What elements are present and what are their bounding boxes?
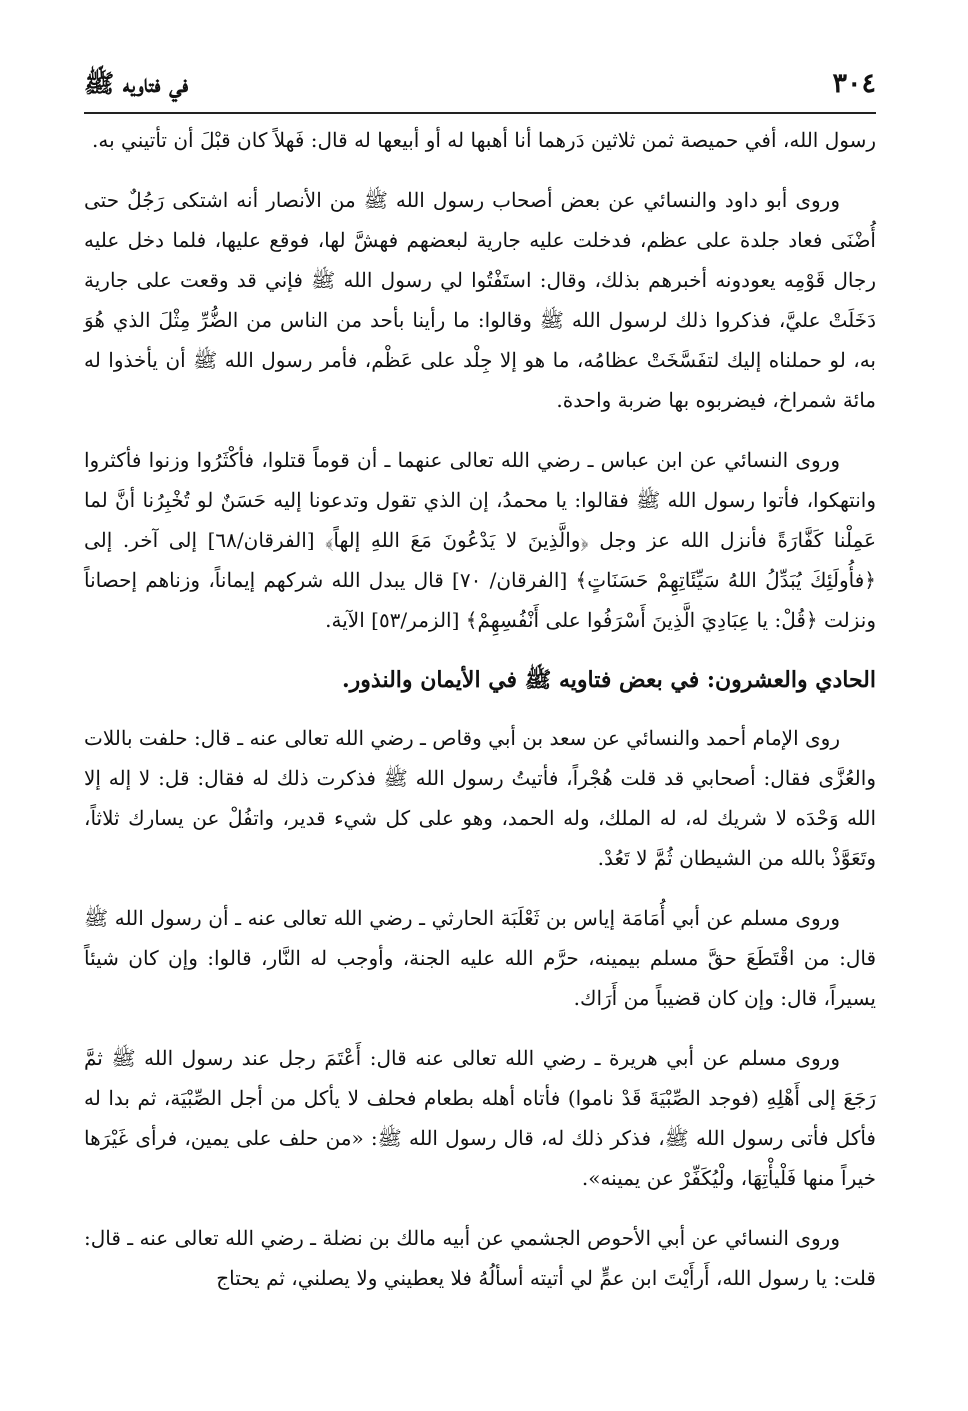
running-title: في فتاويه ﷺ — [84, 69, 189, 98]
page-header — [84, 62, 876, 110]
page-body — [84, 120, 876, 1318]
paragraph: روى الإمام أحمد والنسائي عن سعد بن أبي وقاص ـ رضي الله تعالى عنه ـ قال: حلفت باللات والعُزَّى فقال: أصحابي قد قلت هُجْراً، فأتيتُ رسول الله ﷺ فذكرت ذلك له فقال: قل: لا إله إلا الله وَحْدَه لا شريك له، له الملك، وله الحمد، وهو على كل شيء قدير، واتفُلْ عن يسارك ثلاثاً، وتَعَوَّذْ بالله من الشيطان ثُمَّ لا تَعُدْ. — [84, 726, 876, 870]
section-heading: الحادي والعشرون: في بعض فتاويه ﷺ في الأيمان والنذور. — [342, 667, 876, 693]
paragraph: وروى مسلم عن أبي أُمَامَة إياس بن ثَعْلَبَة الحارثي ـ رضي الله تعالى عنه ـ أن رسول الله ﷺ قال: من اقْتَطَعَ حقَّ مسلم بيمينه، حرَّم الله عليه الجنة، وأوجب له النَّار، قالوا: وإن كان شيئاً يسيراً، قال: وإن كان قضيباً من أَرَاك. — [84, 906, 876, 1010]
paragraph: وروى مسلم عن أبي هريرة ـ رضي الله تعالى عنه قال: أَعْتَمَ رجل عند رسول الله ﷺ ثمَّ رَجَعَ إلى أَهْلِهِ (فوجد الصِّبْيَةَ قَدْ ناموا) فأتاه أهله بطعام فحلف لا يأكل من أجل الصِّبْيَة، ثم بدا له فأكل فأتى رسول الله ﷺ، فذكر ذلك له، قال رسول الله ﷺ: «من حلف على يمين، فرأى غَيْرَها خيراً منها فَلْيأْتِهَا، ولْيُكَفِّرْ عن يمينه». — [84, 1046, 876, 1190]
page-number: ٣٠٤ — [832, 68, 876, 99]
paragraph: وروى أبو داود والنسائي عن بعض أصحاب رسول الله ﷺ من الأنصار أنه اشتكى رَجُلٌ حتى أُضْنَى فعاد جلدة على عظم، فدخلت عليه جارية لبعضهم فهشَّ لها، فوقع عليها، فلما دخل عليه رجال قَوْمِه يعودونه أخبرهم بذلك، وقال: استَفْتُوا لي رسول الله ﷺ فإني قد وقعت على جارية دَخَلَتْ عليَّ، فذكروا ذلك لرسول الله ﷺ وقالوا: ما رأينا بأحد من الناس من الضُّرِّ مِثْلَ الذي هُوَ به، لو حملناه إليك لتفَسَّخَتْ عظامُه، ما هو إلا جِلْد على عَظْم، فأمر رسول الله ﷺ أن يأخذوا له مائة شمراخ، فيضربوه بها ضربة واحدة. — [84, 188, 876, 412]
header-divider — [84, 112, 876, 114]
paragraph: وروى النسائي عن أبي الأحوص الجشمي عن أبيه مالك بن نضلة ـ رضي الله تعالى عنه ـ قال: قلت: يا رسول الله، أَرأَيْتَ ابن عمٍّ لي أتيته أسألُهُ فلا يعطيني ولا يصلني، ثم يحتاج — [84, 1226, 876, 1290]
paragraph: رسول الله، أفي حميصة ثمن ثلاثين دَرهما أنا أهبها له أو أبيعها له قال: فَهلاً كان قبْلَ أن تأتيني به. — [92, 128, 876, 152]
paragraph: وروى النسائي عن ابن عباس ـ رضي الله تعالى عنهما ـ أن قوماً قتلوا، فأكْثَرُوا وزنوا فأكثروا وانتهكوا، فأتوا رسول الله ﷺ فقالوا: يا محمدُ، إن الذي تقول وتدعونا إليه حَسَنٌ لو تُخْبِرُنا أنَّ لما عَمِلْنا كَفَّارَةً فأنزل الله عز وجل ﴿والَّذِينَ لا يَدْعُونَ مَعَ اللهِ إلهاً﴾ [الفرقان/٦٨] إلى آخر. إلى ﴿فأُولَئِكَ يُبَدِّلُ اللهُ سَيِّئَاتِهِمْ حَسَنَاتٍ﴾ [الفرقان/ ٧٠] قال يبدل الله شركهم إيماناً، وزناهم إحصاناً ونزلت ﴿قُلْ: يا عِبَادِيَ الَّذِينَ أَسْرَفُوا على أَنْفُسِهِمْ﴾ [الزمر/٥٣] الآية. — [84, 448, 877, 632]
